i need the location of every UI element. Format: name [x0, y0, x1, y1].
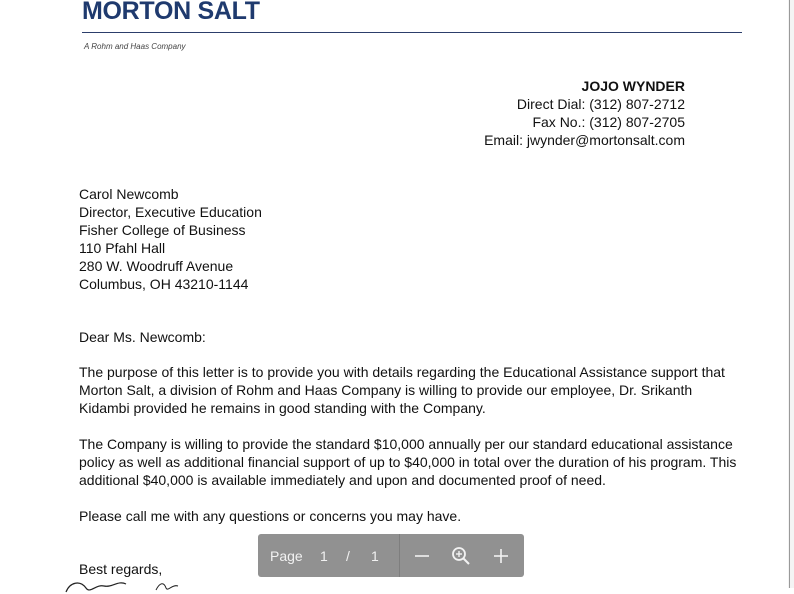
total-pages: 1: [371, 548, 379, 564]
company-tagline: A Rohm and Haas Company: [84, 42, 186, 51]
page-label: Page: [270, 548, 303, 564]
closing: Best regards,: [79, 561, 163, 577]
paragraph-line: The Company is willing to provide the standard $10,000 annually per our standard educational assistance: [79, 436, 733, 452]
recipient-address: [79, 185, 262, 293]
sender-block: [484, 77, 685, 149]
sender-fax: Fax No.: (312) 807-2705: [532, 114, 685, 130]
paragraph-line: Morton Salt, a division of Rohm and Haas Company is willing to provide our employee, Dr. Srikanth: [79, 382, 693, 398]
letterhead-rule: [82, 32, 742, 33]
magnifier-icon: [451, 546, 471, 566]
paragraph-1: [79, 363, 725, 417]
pdf-viewer-toolbar: [258, 534, 524, 577]
recipient-line: Columbus, OH 43210-1144: [79, 276, 249, 292]
minus-icon: [414, 548, 430, 564]
recipient-line: Director, Executive Education: [79, 204, 262, 220]
zoom-out-button[interactable]: [407, 541, 437, 571]
page-edge: [789, 0, 790, 588]
recipient-line: 110 Pfahl Hall: [79, 240, 166, 256]
paragraph-line: Kidambi provided he remains in good standing with the Company.: [79, 400, 486, 416]
paragraph-3: Please call me with any questions or concerns you may have.: [79, 508, 462, 524]
sender-name: JOJO WYNDER: [581, 78, 685, 94]
company-logo: MORTON SALT: [82, 0, 260, 25]
zoom-fit-button[interactable]: [446, 541, 476, 571]
page-separator: /: [346, 548, 350, 564]
zoom-in-button[interactable]: [486, 541, 516, 571]
recipient-line: 280 W. Woodruff Avenue: [79, 258, 234, 274]
paragraph-line: policy as well as additional financial support of up to $40,000 in total over the duration of his program. This: [79, 454, 737, 470]
paragraph-line: additional $40,000 is available immediately and upon and documented proof of need.: [79, 472, 606, 488]
recipient-line: Fisher College of Business: [79, 222, 246, 238]
sender-direct-dial: Direct Dial: (312) 807-2712: [516, 96, 685, 112]
plus-icon: [493, 548, 509, 564]
salutation: Dear Ms. Newcomb:: [79, 329, 206, 345]
toolbar-divider: [399, 534, 400, 577]
current-page-input[interactable]: 1: [320, 548, 328, 564]
paragraph-2: [79, 435, 736, 489]
sender-email: Email: jwynder@mortonsalt.com: [484, 132, 685, 148]
recipient-line: Carol Newcomb: [79, 186, 179, 202]
paragraph-line: The purpose of this letter is to provide you with details regarding the Educational Assistance support that: [79, 364, 725, 380]
signature-graphic: [60, 574, 200, 594]
